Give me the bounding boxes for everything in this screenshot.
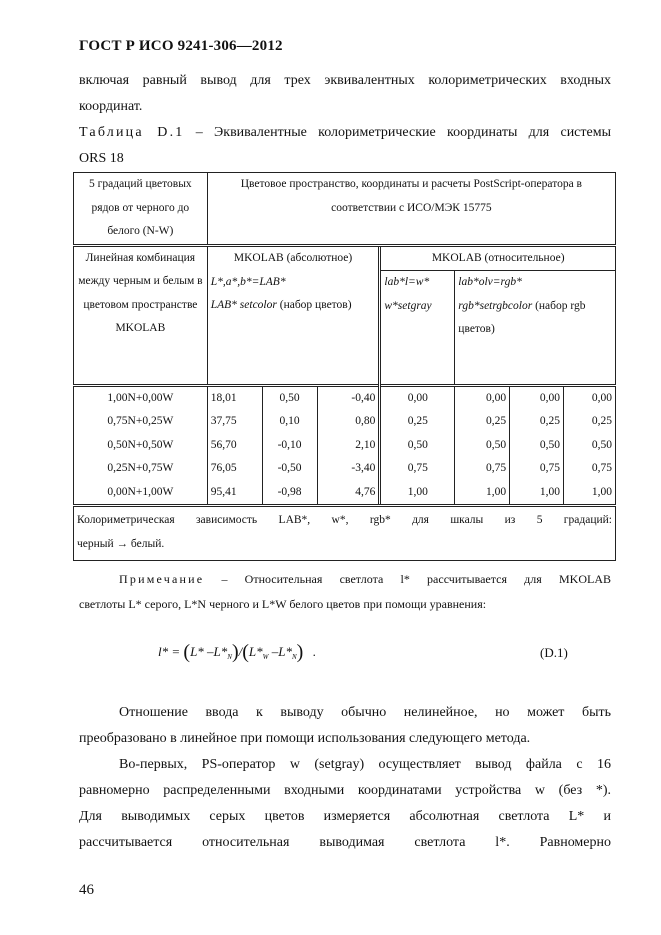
row-label-cell: 0,25N+0,75W <box>74 457 208 481</box>
note-label: Примечание <box>119 572 205 586</box>
value-cell: 1,00 <box>380 481 455 506</box>
equation-d1: l* = (L* $-L*_N)/(L*_W$ $-L*_N$) . <box>158 641 316 663</box>
rel-rgb-operator: rgb*setrgbcolor (набор rgb цветов) <box>458 299 586 335</box>
table-caption-text: – Эквивалентные колориметрические координаты для системы <box>184 125 611 140</box>
value-cell: 2,10 <box>317 434 380 458</box>
row-label-header: Линейная комбинация между черным и белым в цветовом пространстве MKOLAB <box>74 245 208 385</box>
value-cell: 0,50 <box>510 434 564 458</box>
value-cell: 0,75 <box>380 457 455 481</box>
row-label-cell: 0,50N+0,50W <box>74 434 208 458</box>
note-line-2: светлоты L* серого, L*N черного и L*W белого цветов при помощи уравнения: <box>79 597 487 611</box>
rel-l-operator: w*setgray <box>384 299 432 312</box>
page-number: 46 <box>79 882 94 898</box>
value-cell: 0,00 <box>510 385 564 410</box>
abs-header: MKOLAB (абсолютное) <box>207 245 380 271</box>
table-row <box>74 385 616 410</box>
value-cell: 0,80 <box>317 410 380 434</box>
body-p2-line-4: рассчитывается относительная выводимая светлота l*. Равномерно <box>79 835 611 850</box>
top-header: Цветовое пространство, координаты и расчеты PostScript-оператора в соответствии с ИСО/МЭК 15775 <box>207 173 615 246</box>
body-p2-line-3: Для выводимых серых цветов измеряется абсолютная светлота L* и <box>79 809 611 824</box>
rel-header: MKOLAB (относительное) <box>380 245 616 271</box>
col1-header: 5 градаций цветовых рядов от черного до белого (N-W) <box>74 173 208 246</box>
value-cell: -0,50 <box>262 457 317 481</box>
value-cell: 37,75 <box>207 410 262 434</box>
value-cell: 0,25 <box>510 410 564 434</box>
table-row <box>74 434 616 458</box>
abs-formula: L*,a*,b*=LAB* <box>210 275 286 288</box>
abs-operator: LAB* setcolor (набор цветов) <box>210 299 352 311</box>
value-cell: -3,40 <box>317 457 380 481</box>
value-cell: 0,00 <box>380 385 455 410</box>
value-cell: -0,40 <box>317 385 380 410</box>
value-cell: 95,41 <box>207 481 262 506</box>
body-p1-line-2: преобразовано в линейное при помощи использования следующего метода. <box>79 731 531 746</box>
table-row <box>74 457 616 481</box>
colorimetric-table <box>73 172 616 561</box>
equation-number: (D.1) <box>540 645 568 660</box>
body-p1-line-1: Отношение ввода к выводу обычно нелинейное, но может быть <box>119 705 611 720</box>
subheader-row <box>74 245 616 271</box>
body-p2-line-1: Во-первых, PS-оператор w (setgray) осуществляет вывод файла с 16 <box>119 757 611 772</box>
value-cell: 0,00 <box>455 385 510 410</box>
table-caption <box>79 120 611 146</box>
value-cell: 0,75 <box>564 457 616 481</box>
body-p2-line-2: равномерно распределенными входными координатами устройства w (без *). <box>79 783 611 798</box>
document-header: ГОСТ Р ИСО 9241-306—2012 <box>79 38 283 54</box>
value-cell: 0,75 <box>455 457 510 481</box>
value-cell: -0,10 <box>262 434 317 458</box>
value-cell: 0,00 <box>564 385 616 410</box>
value-cell: 0,10 <box>262 410 317 434</box>
value-cell: 0,25 <box>455 410 510 434</box>
value-cell: 0,25 <box>564 410 616 434</box>
value-cell: 0,50 <box>262 385 317 410</box>
rel-rgb-cell <box>455 271 616 386</box>
abs-formula-cell <box>207 271 380 386</box>
value-cell: 4,76 <box>317 481 380 506</box>
table-footer-line-1: Колориметрическая зависимость LAB*, w*, rgb* для шкалы из 5 градаций: <box>77 514 612 526</box>
table-caption-label: Таблица D.1 <box>79 125 185 140</box>
note-text-1: – Относительная светлота l* рассчитывается для MKOLAB <box>204 572 611 586</box>
table-row <box>74 481 616 506</box>
row-label-cell: 0,00N+1,00W <box>74 481 208 506</box>
table-header-row <box>74 173 616 246</box>
value-cell: 0,25 <box>380 410 455 434</box>
rel-l-formula: lab*l=w* <box>384 276 430 288</box>
value-cell: -0,98 <box>262 481 317 506</box>
rel-rgb-formula: lab*olv=rgb* <box>458 276 522 288</box>
value-cell: 1,00 <box>564 481 616 506</box>
value-cell: 0,50 <box>564 434 616 458</box>
table-footer <box>74 506 616 561</box>
row-label-cell: 0,75N+0,25W <box>74 410 208 434</box>
table-caption-line-2: ORS 18 <box>79 151 124 166</box>
value-cell: 0,75 <box>510 457 564 481</box>
value-cell: 1,00 <box>455 481 510 506</box>
value-cell: 0,50 <box>380 434 455 458</box>
value-cell: 0,50 <box>455 434 510 458</box>
intro-line-2: координат. <box>79 99 143 114</box>
value-cell: 56,70 <box>207 434 262 458</box>
value-cell: 76,05 <box>207 457 262 481</box>
table-footer-line-2: черный → белый. <box>77 537 165 550</box>
intro-line-1: включая равный вывод для трех эквивалентных колориметрических входных <box>79 73 611 88</box>
table-footer-row <box>74 506 616 561</box>
row-label-cell: 1,00N+0,00W <box>74 385 208 410</box>
table-row <box>74 410 616 434</box>
rel-l-cell <box>380 271 455 386</box>
value-cell: 1,00 <box>510 481 564 506</box>
value-cell: 18,01 <box>207 385 262 410</box>
note-line-1 <box>79 568 611 591</box>
